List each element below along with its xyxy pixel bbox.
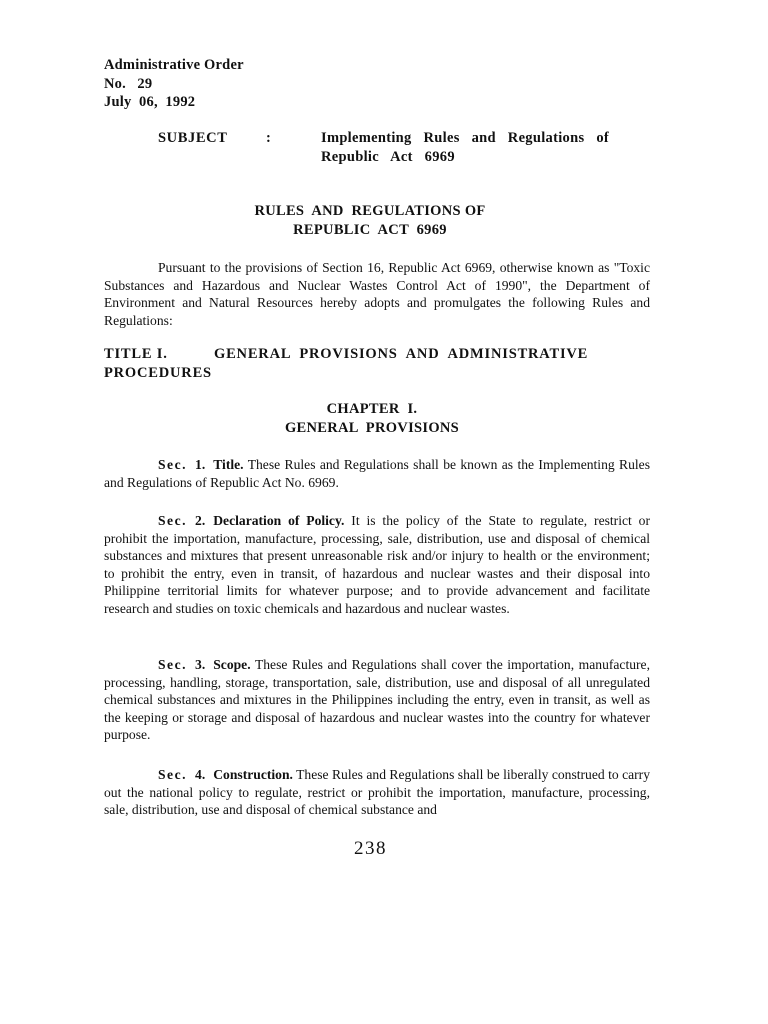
rules-heading-line-2: REPUBLIC ACT 6969 <box>293 222 447 238</box>
section-paragraph <box>104 456 650 491</box>
order-number: No. 29 <box>104 75 153 92</box>
order-header <box>104 56 244 112</box>
section-number: 1. <box>195 457 206 472</box>
section-text: These Rules and Regulations shall be liberally construed to carry out the national policy to regulate, restrict or prohibit the importation, manufacture, processing, sale, distribution, use and disposal of chemical substance and <box>104 767 651 818</box>
section-number: 3. <box>195 657 206 672</box>
section-title: Construction. <box>213 767 293 782</box>
chapter-number: CHAPTER I. <box>326 401 418 417</box>
subject-label: SUBJECT <box>158 130 228 146</box>
section-label: Sec. <box>158 767 188 782</box>
rules-heading <box>98 202 642 240</box>
subject-separator: : <box>266 130 271 146</box>
rules-heading-line-1: RULES AND REGULATIONS OF <box>254 203 486 219</box>
title-heading <box>104 345 652 383</box>
section-title: Title. <box>213 457 244 472</box>
section-number: 4. <box>195 767 206 782</box>
title-text: GENERAL PROVISIONS AND ADMINISTRATIVE PROCEDURES <box>104 346 593 381</box>
section-text: These Rules and Regulations shall cover the importation, manufacture, processing, handling, storage, transportation, sale, distribution, use and disposal of all unregulated chemical substances and mixtures in the Philippines including the entry, even in transit, as well as the keeping or storage and disposal of hazardous and nuclear wastes into the country for whatever purpose. <box>104 657 650 743</box>
order-date: July 06, 1992 <box>104 94 196 110</box>
section-label: Sec. <box>158 457 188 472</box>
title-number: TITLE I. <box>104 346 168 362</box>
preamble-text: Pursuant to the provisions of Section 16, Republic Act 6969, otherwise known as "Toxic Substances and Hazardous and Nuclear Wastes Control Act of 1990", the Department of Environment and Natural Resources hereby adopts and promulgates the following Rules and Regulations: <box>104 260 650 328</box>
preamble-paragraph <box>104 259 650 329</box>
order-type: Administrative Order <box>104 57 244 73</box>
section-label: Sec. <box>158 513 188 528</box>
section-title: Scope. <box>213 657 251 672</box>
page-number: 238 <box>354 838 387 859</box>
section-label: Sec. <box>158 657 188 672</box>
section-text: These Rules and Regulations shall be known as the Implementing Rules and Regulations of Republic Act No. 6969. <box>104 457 651 490</box>
section-paragraph <box>104 766 650 819</box>
section-paragraph <box>104 656 650 744</box>
chapter-title: GENERAL PROVISIONS <box>284 420 460 436</box>
section-paragraph <box>104 512 650 618</box>
section-text: It is the policy of the State to regulate, restrict or prohibit the importation, manufacture, processing, sale, distribution, use and disposal of chemical substances and mixtures that present unreasonable risk and/or injury to health or the environment; to prohibit the entry, even in transit, of hazardous and nuclear wastes and their disposal into Philippine territorial limits for whatever purpose; and to provide advancement and facilitate research and studies on toxic chemicals and hazardous and nuclear wastes. <box>104 513 650 616</box>
section-title: Declaration of Policy. <box>213 513 345 528</box>
chapter-heading <box>100 400 644 438</box>
subject-text: Implementing Rules and Regulations of Republic Act 6969 <box>321 130 610 165</box>
section-number: 2. <box>195 513 206 528</box>
